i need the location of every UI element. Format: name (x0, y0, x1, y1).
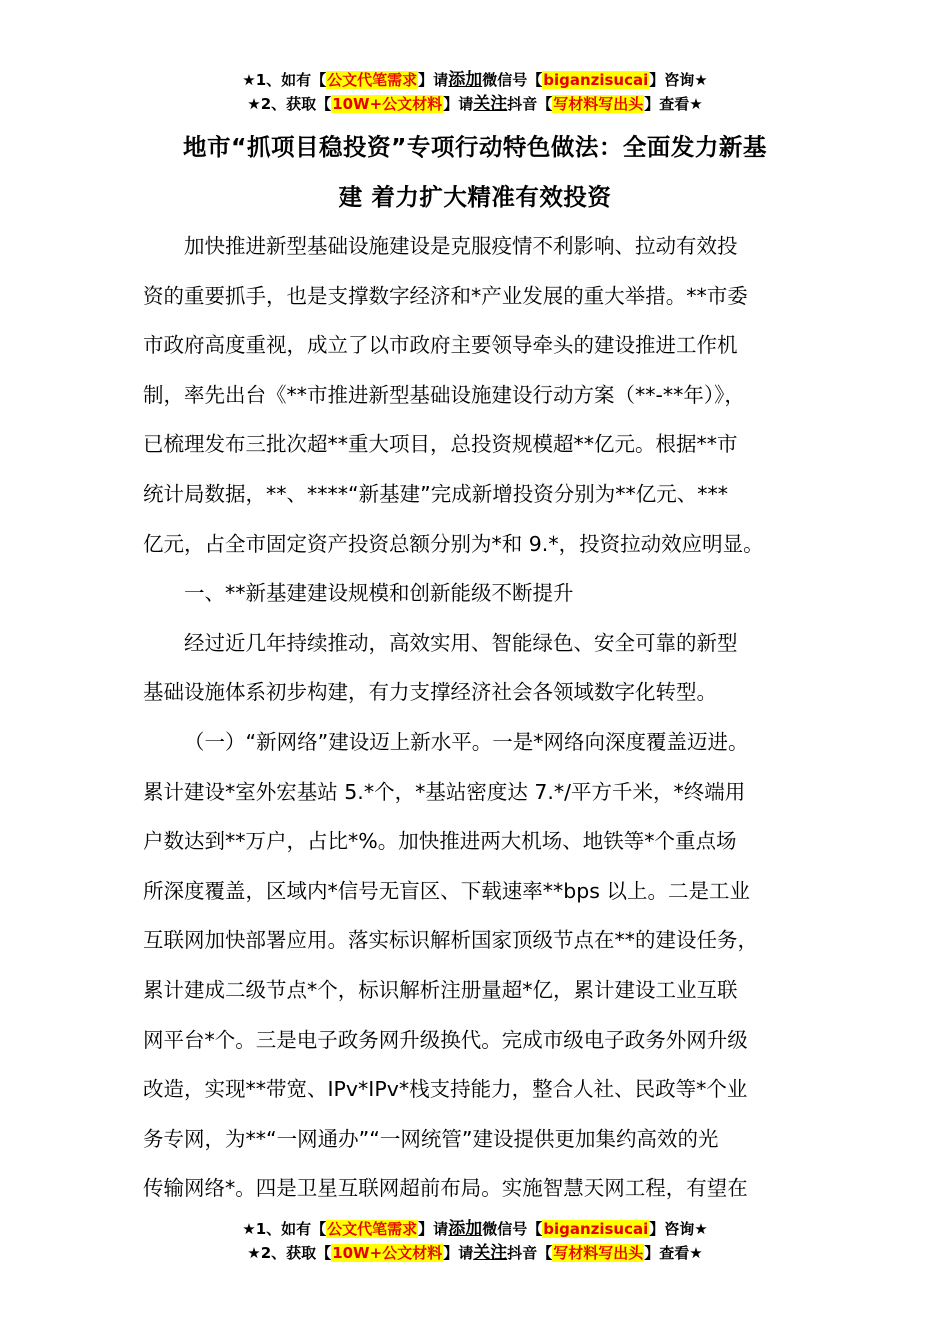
ad-highlight: 10W+公文材料 (332, 95, 443, 113)
ad-text: 】请 (418, 71, 449, 89)
ad-text: 】咨询★ (649, 1220, 708, 1238)
ad-text: 】查看★ (644, 1244, 703, 1262)
ad-footer-line-2 (0, 1241, 950, 1265)
text-line: 经过近几年持续推动，高效实用、智能绿色、安全可靠的新型 (184, 630, 738, 655)
title-line-1: 地市“抓项目稳投资”专项行动特色做法：全面发力新基 (183, 133, 767, 161)
text-line: 加快推进新型基础设施建设是克服疫情不利影响、拉动有效投 (184, 234, 738, 258)
text-line: 所深度覆盖，区域内*信号无盲区、下载速率**bps 以上。二是工业 (143, 878, 750, 903)
text-line: 统计局数据，**、****“新基建”完成新增投资分别为**亿元、*** (143, 481, 728, 506)
ad-text: 】请 (443, 1244, 474, 1262)
text-line: 已梳理发布三批次超**重大项目，总投资规模超**亿元。根据**市 (143, 432, 738, 457)
text-line: 户数达到**万户，占比*%。加快推进两大机场、地铁等*个重点场 (143, 829, 737, 854)
ad-text: ★2、获取【 (247, 1244, 332, 1262)
text-line: 亿元，占全市固定资产投资总额分别为*和 9.*，投资拉动效应明显。 (143, 531, 764, 556)
heading-line: 一、**新基建建设规模和创新能级不断提升 (184, 581, 574, 606)
ad-emphasis: 添加 (448, 70, 483, 90)
ad-highlight: 公文代笔需求 (327, 71, 418, 89)
text-line: 累计建成二级节点*个，标识解析注册量超*亿，累计建设工业互联 (143, 977, 738, 1002)
text-line: 制，率先出台《**市推进新型基础设施建设行动方案（**-**年）》， (143, 382, 745, 407)
document-body (143, 222, 831, 1214)
ad-text: ★1、如有【 (242, 1220, 327, 1238)
ad-wechat-id: biganzisucai (543, 1220, 649, 1238)
document-title (140, 122, 810, 222)
text-line: 市政府高度重视，成立了以市政府主要领导牵头的建设推进工作机 (143, 333, 738, 358)
ad-douyin-id: 写材料写出头 (553, 1244, 644, 1262)
ad-text: 抖音【 (507, 1244, 553, 1262)
text-line: 网平台*个。三是电子政务网升级换代。完成市级电子政务外网升级 (143, 1027, 748, 1052)
paragraph-new-network (143, 718, 831, 1214)
text-line: 改造，实现**带宽、IPv*IPv*栈支持能力，整合人社、民政等*个业 (143, 1077, 748, 1102)
ad-footer-line-1 (0, 1217, 950, 1241)
ad-emphasis: 关注 (473, 94, 508, 114)
text-line: 互联网加快部署应用。落实标识解析国家顶级节点在**的建设任务， (143, 928, 758, 953)
ad-douyin-id: 写材料写出头 (553, 95, 644, 113)
text-line: 基础设施体系初步构建，有力支撑经济社会各领域数字化转型。 (143, 680, 717, 705)
ad-header (0, 68, 950, 116)
ad-text: 】咨询★ (649, 71, 708, 89)
ad-emphasis: 添加 (448, 1219, 483, 1239)
paragraph-section-1-intro (143, 619, 831, 718)
ad-text: 微信号【 (482, 1220, 543, 1238)
section-heading-1 (143, 569, 831, 619)
ad-header-line-2 (0, 92, 950, 116)
text-line: 累计建设*室外宏基站 5.*个，*基站密度达 7.*/平方千米，*终端用 (143, 779, 746, 804)
title-line-2: 建 着力扩大精准有效投资 (338, 183, 612, 211)
text-line: 务专网，为**“一网通办”“一网统管”建设提供更加集约高效的光 (143, 1126, 719, 1151)
ad-header-line-1 (0, 68, 950, 92)
text-line: （一）“新网络”建设迈上新水平。一是*网络向深度覆盖迈进。 (184, 729, 749, 754)
ad-text: ★1、如有【 (242, 71, 327, 89)
ad-footer (0, 1217, 950, 1265)
ad-text: 】查看★ (644, 95, 703, 113)
ad-text: ★2、获取【 (247, 95, 332, 113)
paragraph-intro (143, 222, 831, 569)
ad-emphasis: 关注 (473, 1243, 508, 1263)
ad-text: 】请 (443, 95, 474, 113)
text-line: 资的重要抓手，也是支撑数字经济和*产业发展的重大举措。**市委 (143, 283, 748, 308)
ad-highlight: 公文代笔需求 (327, 1220, 418, 1238)
ad-text: 抖音【 (507, 95, 553, 113)
text-line: 传输网络*。四是卫星互联网超前布局。实施智慧天网工程，有望在 (143, 1176, 748, 1201)
ad-text: 】请 (418, 1220, 449, 1238)
ad-text: 微信号【 (482, 71, 543, 89)
ad-wechat-id: biganzisucai (543, 71, 649, 89)
ad-highlight: 10W+公文材料 (332, 1244, 443, 1262)
